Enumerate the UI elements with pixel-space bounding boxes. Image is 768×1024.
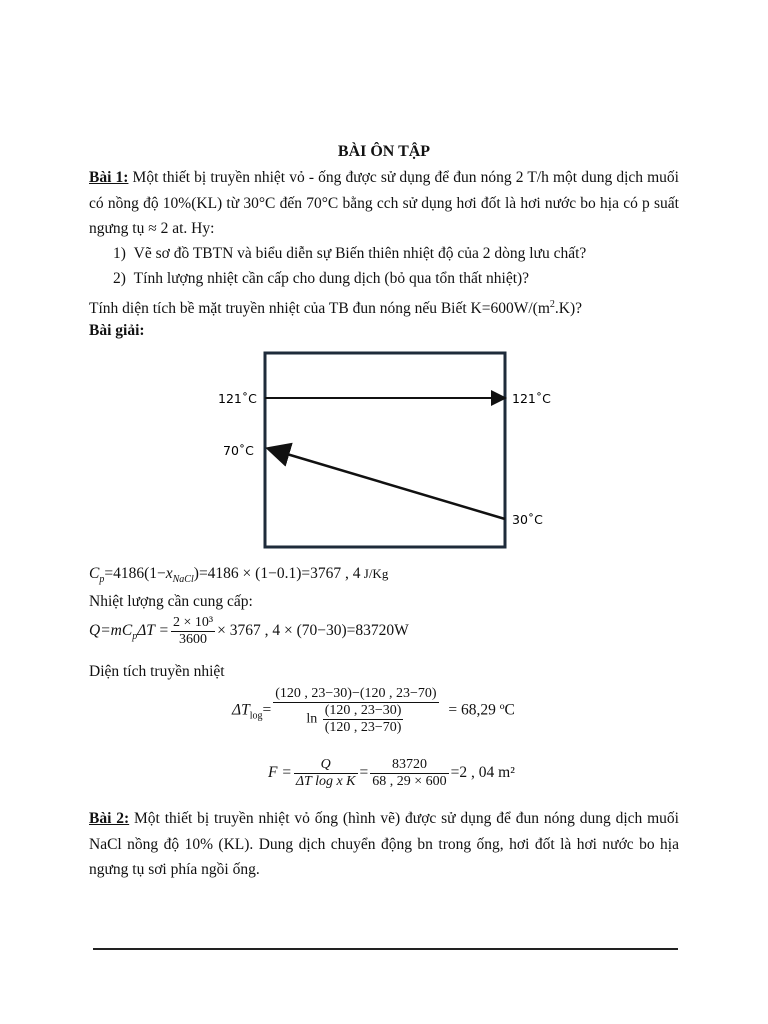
equation-dtlog: $\Delta T_{log}=$ (120 , 23−30)−(120 , 23−70) ln $\frac{(120 , 23-30)}{(120 , 23-70)}$ = 68,29 ºC bbox=[232, 686, 515, 735]
eq1-part2: =4186 × bbox=[198, 565, 256, 582]
bai2-label: Bài 2: bbox=[89, 810, 130, 827]
bai1-label: Bài 1: bbox=[89, 169, 129, 186]
question-3-sup: 2 bbox=[549, 299, 555, 310]
eq4-den1: ΔT log x K bbox=[295, 774, 356, 789]
bai1-text: Một thiết bị truyền nhiệt vỏ - ống được sử dụng để đun nóng 2 T/h một dung dịch muối có nồng độ 10%(KL) từ 30°C đến 70°C bằng cch sử dụng hơi đốt là hơi nước bo hịa có p suất ngưng tụ ≈ 2 at. Hy: bbox=[89, 169, 679, 237]
question-1 bbox=[113, 242, 586, 266]
eq3-num: (120 , 23−30)−(120 , 23−70) bbox=[275, 686, 437, 701]
eq3-den bbox=[273, 703, 438, 736]
eq4-result: =2 , 04 m² bbox=[450, 764, 515, 782]
question-2-text: Tính lượng nhiệt cần cấp cho dung dịch (bỏ qua tổn thất nhiệt)? bbox=[133, 270, 530, 287]
eq4-num1: Q bbox=[294, 757, 358, 774]
bai1-paragraph bbox=[89, 165, 679, 242]
eq2-num: 2 × 10³ bbox=[172, 615, 214, 630]
eq3-ln: ln bbox=[306, 711, 318, 727]
label-bottom-right: 30˚C bbox=[512, 512, 543, 527]
eq2-mid-sub: p bbox=[132, 631, 138, 643]
eq1-unit: J/Kg bbox=[360, 566, 389, 581]
eq4-lhs: F = bbox=[268, 764, 292, 782]
equation-cp: $C_p=4186(1-x_{NaCl})=4186 \times (1-0.1)=3767$ , 4 J/Kg bbox=[89, 565, 389, 586]
label-top-right: 121˚C bbox=[512, 391, 551, 406]
eq2-unit: W bbox=[394, 622, 409, 640]
question-2 bbox=[113, 267, 529, 291]
eq3-inner-num: (120 , 23−30) bbox=[324, 703, 402, 718]
question-3-text: Tính diện tích bề mặt truyền nhiệt của TB đun nóng nếu Biết K=600W/(m bbox=[89, 300, 550, 318]
eq2-paren: 70−30 bbox=[301, 622, 342, 640]
eq4-num2: 83720 bbox=[370, 757, 448, 774]
equation-f: F = $\frac{Q}{\text{ΔT log x K}}$ = $\frac{83720}{68 , 29 \times 600}$ =2 , 04 m² bbox=[268, 757, 515, 789]
eq3-lhs: ΔT bbox=[232, 701, 250, 719]
eq4-fraction-1 bbox=[294, 757, 358, 790]
eq1-lhs: C bbox=[89, 565, 100, 582]
page-title: BÀI ÔN TẬP bbox=[337, 143, 431, 160]
eq2-fraction bbox=[171, 615, 215, 648]
eq4-fraction-2 bbox=[370, 757, 448, 790]
footer-rule bbox=[93, 948, 678, 950]
eq2-lhs: Q bbox=[89, 622, 101, 640]
solution-label: Bài giải: bbox=[89, 322, 145, 339]
eq3-inner-fraction bbox=[323, 703, 404, 736]
eq2-den: 3600 bbox=[179, 632, 208, 647]
temperature-diagram bbox=[200, 343, 570, 553]
eq1-lhs-sub: p bbox=[99, 574, 105, 586]
eq4-den2: 68 , 29 × 600 bbox=[372, 774, 447, 789]
eq2-mid: =mC bbox=[100, 622, 133, 640]
heat-label: Nhiệt lượng cần cung cấp: bbox=[89, 593, 253, 610]
eq3-fraction bbox=[273, 686, 438, 736]
bai2-text: Một thiết bị truyền nhiệt vỏ ống (hình vẽ) được sử dụng để đun nóng dung dịch muối NaCl nồng độ 10% (KL). Dung dịch chuyển động bn trong ống, hơi đốt là hơi nước bo hịa ngưng tụ sơi phía ngồi ống. bbox=[89, 810, 679, 878]
equation-q: $Q=mC_p\Delta T$ = $\frac{\text{2 × 10³}}{3600}$ × 3767 , 4 × (70−30)=83720W bbox=[89, 615, 409, 647]
eq1-x-sub: NaCl bbox=[172, 574, 194, 586]
eq3-lhs-sub: log bbox=[249, 710, 263, 722]
area-label: Diện tích truyền nhiệt bbox=[89, 663, 225, 680]
bai2-paragraph bbox=[89, 806, 679, 883]
label-top-left: 121˚C bbox=[218, 391, 257, 406]
eq1-part4: =3767 , 4 bbox=[301, 565, 361, 582]
eq1-x: x bbox=[165, 565, 173, 582]
eq1-part3: 1−0.1 bbox=[260, 565, 297, 582]
label-mid-left: 70˚C bbox=[223, 443, 254, 458]
eq1-part1: =4186 bbox=[104, 565, 145, 582]
question-3 bbox=[89, 293, 582, 321]
question-2-number: 2) bbox=[113, 270, 126, 287]
eq3-result: = 68,29 ºC bbox=[448, 701, 515, 719]
question-1-number: 1) bbox=[113, 245, 126, 262]
eq2-result: =83720 bbox=[346, 622, 395, 640]
question-1-text: Vẽ sơ đồ TBTN và biểu diễn sự Biến thiên nhiệt độ của 2 dòng lưu chất? bbox=[133, 245, 587, 262]
eq2-rest: × 3767 , 4 × bbox=[217, 622, 297, 640]
eq2-dt: ΔT = bbox=[137, 622, 169, 640]
solution-line bbox=[270, 449, 505, 519]
exchanger-box bbox=[265, 353, 505, 547]
eq3-inner-den: (120 , 23−70) bbox=[324, 720, 402, 735]
question-3-text-end: .K)? bbox=[554, 300, 583, 318]
